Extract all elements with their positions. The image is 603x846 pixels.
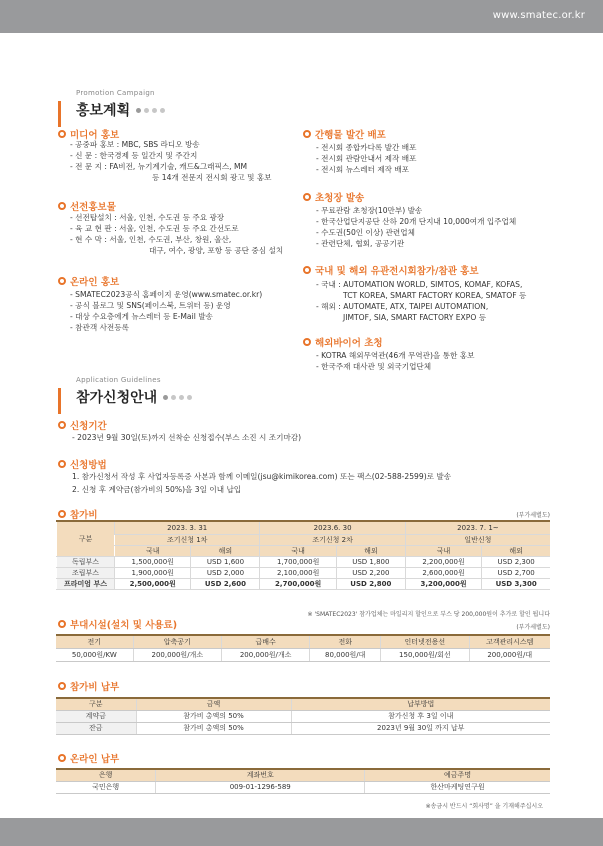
outdoor-heading: 선전홍보물 [58,199,116,213]
table-cell: USD 1,800 [336,556,405,567]
table-cell: 참가비 총액의 50% [136,722,291,734]
online-line-3: - 대상 수요층에게 뉴스레터 등 E-Mail 발송 [70,312,213,321]
circle-bullet-icon [303,338,311,346]
section-title: 참가신청안내 [76,390,158,406]
circle-bullet-icon [303,266,311,274]
table-cell: 200,000원/개소 [221,648,309,661]
table-header: 인터넷전용선 [381,635,469,648]
fee-footnote: ※ 'SMATEC2023' 참가업체는 마일리지 할인으로 부스 당 200,000원이 추가로 할인 됩니다 [307,611,550,618]
circle-bullet-icon [58,620,66,628]
table-cell: 200,000원/대 [469,648,550,661]
table-cell: 2,500,000원 [115,578,191,589]
table-row [56,781,550,793]
account-number: 009-01-1296-589 [156,781,365,793]
buyer-line-1: - KOTRA 해외무역관(46개 무역관)을 통한 홍보 [316,351,475,360]
media-line-4: 등 14개 전문지 전시회 광고 및 홍보 [152,173,272,182]
table-row [57,556,551,567]
accent-line [58,388,61,414]
online-heading: 온라인 홍보 [58,274,119,288]
table-cell: 2,600,000원 [405,567,481,578]
table-header: 전기 [56,635,133,648]
table-header: 구분 [56,698,136,710]
sub-header: 국내 [115,545,191,556]
sub-header: 해외 [191,545,260,556]
outdoor-line-4: 대구, 여수, 광양, 포항 등 공단 중심 설치 [149,246,284,255]
bank-name: 국민은행 [56,781,156,793]
account-holder: 한산마케팅연구원 [365,781,550,793]
payment-table [56,697,550,735]
section-eng-title: Application Guidelines [76,376,161,384]
sub-header: 해외 [336,545,405,556]
table-cell: USD 2,000 [191,567,260,578]
circle-bullet-icon [58,460,66,468]
fee-table [56,520,550,590]
fee-heading: 참가비 [58,507,98,521]
table-cell: USD 1,600 [191,556,260,567]
print-line-1: - 전시회 종합카다록 발간 배포 [316,143,417,152]
online-line-4: - 참관객 사전등록 [70,323,129,332]
table-row [56,648,550,661]
table-header: 계좌번호 [156,769,365,781]
period-3-name: 일반신청 [405,534,550,545]
table-cell: USD 2,200 [336,567,405,578]
period-2-name: 조기신청 2차 [260,534,405,545]
invite-line-2: - 한국산업단지공단 산하 20개 단지내 10,000여개 입주업체 [316,217,517,226]
guide-header [76,376,192,407]
outdoor-line-3: - 현 수 막 : 서울, 인천, 수도권, 부산, 창원, 울산, [70,235,232,244]
table-header: 전화 [310,635,381,648]
print-heading: 간행물 발간 배포 [303,127,386,141]
partner-heading: 국내 및 해외 유관전시회참가/참관 홍보 [303,263,479,277]
table-cell: 1,700,000원 [260,556,336,567]
bottom-bar [0,818,603,846]
fee-vat-note: (부가세별도) [516,512,550,519]
table-cell: 2,200,000원 [405,556,481,567]
table-cell: USD 2,800 [336,578,405,589]
media-heading: 미디어 홍보 [58,127,119,141]
table-cell: 50,000원/KW [56,648,133,661]
account-table [56,768,550,794]
circle-bullet-icon [58,754,66,762]
partner-line-4: JIMTOF, SIA, SMART FACTORY EXPO 등 [343,313,487,322]
row-label: 계약금 [56,710,136,722]
print-line-3: - 전시회 뉴스레터 제작 배포 [316,165,410,174]
print-line-2: - 전시회 관람안내서 제작 배포 [316,154,417,163]
site-url[interactable]: www.smatec.or.kr [492,10,585,21]
period-text: - 2023년 9월 30일(토)까지 선착순 신청접수(부스 소진 시 조기마감) [72,433,302,442]
circle-bullet-icon [303,130,311,138]
invite-line-4: - 관련단체, 협회, 공공기관 [316,239,405,248]
subsidiary-table [56,634,550,662]
online-line-1: - SMATEC2023공식 홈페이지 운영(www.smatec.or.kr) [70,290,263,299]
partner-line-2: TCT KOREA, SMART FACTORY KOREA, SMATOF 등 [343,291,527,300]
period-3-date: 2023. 7. 1~ [405,521,550,534]
fee-col-label: 구분 [57,521,115,556]
section-title: 홍보계획 [76,103,131,119]
sub-header: 국내 [260,545,336,556]
subsidiary-vat-note: (부가세별도) [516,624,550,631]
table-header: 은행 [56,769,156,781]
table-cell: 3,200,000원 [405,578,481,589]
circle-bullet-icon [58,421,66,429]
table-cell: 참가비 총액의 50% [136,710,291,722]
invite-line-1: - 무료관람 초청장(10만부) 발송 [316,206,423,215]
table-cell: 150,000원/회선 [381,648,469,661]
row-label: 조립부스 [57,567,115,578]
section-eng-title: Promotion Campaign [76,89,155,97]
outdoor-line-2: - 육 교 현 판 : 서울, 인천, 수도권 등 주요 간선도로 [70,224,239,233]
table-cell: 1,900,000원 [115,567,191,578]
circle-bullet-icon [58,202,66,210]
circle-bullet-icon [58,277,66,285]
partner-line-1: - 국내 : AUTOMATION WORLD, SIMTOS, KOMAF, KOFAS, [316,280,523,289]
circle-bullet-icon [303,193,311,201]
table-cell: 200,000원/개소 [133,648,221,661]
table-row [56,722,550,734]
media-line-1: - 공중파 홍보 : MBC, SBS 라디오 방송 [70,140,200,149]
table-cell: 2,100,000원 [260,567,336,578]
period-2-date: 2023.6. 30 [260,521,405,534]
table-cell: 2,700,000원 [260,578,336,589]
table-header: 예금주명 [365,769,550,781]
period-heading: 신청기간 [58,418,107,432]
account-note: ※송금시 반드시 “회사명” 을 기재해주십시오 [425,803,543,810]
circle-bullet-icon [58,682,66,690]
method-line-2: 2. 신청 후 계약금(참가비의 50%)을 3일 이내 납입 [72,485,242,494]
subsidiary-heading: 부대시설(설치 및 사용료) [58,617,177,631]
outdoor-line-1: - 선전탑설치 : 서울, 인천, 수도권 등 주요 광장 [70,213,225,222]
media-line-2: - 신 문 : 한국경제 등 일간지 및 주간지 [70,151,198,160]
method-heading: 신청방법 [58,457,107,471]
row-label: 독립부스 [57,556,115,567]
dots-decoration [163,395,192,400]
invite-line-3: - 수도권(50인 이상) 관련업체 [316,228,415,237]
period-1-name: 조기신청 1차 [115,534,260,545]
table-cell: USD 2,300 [482,556,550,567]
online-line-2: - 공식 블로그 및 SNS(페이스북, 트위터 등) 운영 [70,301,231,310]
table-cell: 참가신청 후 3일 이내 [291,710,550,722]
account-heading: 온라인 납부 [58,751,119,765]
invite-heading: 초청장 발송 [303,190,364,204]
table-cell: USD 2,600 [191,578,260,589]
table-cell: USD 3,300 [482,578,550,589]
accent-line [58,101,61,127]
table-row [56,710,550,722]
buyer-heading: 해외바이어 초청 [303,335,383,349]
row-label: 프라미엄 부스 [57,578,115,589]
table-cell: 1,500,000원 [115,556,191,567]
table-header: 납부방법 [291,698,550,710]
dots-decoration [136,108,165,113]
table-cell: USD 2,700 [482,567,550,578]
partner-line-3: - 해외 : AUTOMATE, ATX, TAIPEI AUTOMATION, [316,302,489,311]
table-row [57,578,551,589]
payment-heading: 참가비 납부 [58,679,119,693]
table-header: 금액 [136,698,291,710]
table-cell: 80,000원/대 [310,648,381,661]
row-label: 잔금 [56,722,136,734]
buyer-line-2: - 한국주재 대사관 및 외국기업단체 [316,362,432,371]
table-header: 압축공기 [133,635,221,648]
media-line-3: - 전 문 지 : FA비전, 뉴기계기술, 캐드&그래픽스, MM [70,162,248,171]
sub-header: 해외 [482,545,550,556]
method-line-1: 1. 참가신청서 작성 후 사업자등록증 사본과 함께 이메일(jsu@kimikorea.com) 또는 팩스(02-588-2599)로 발송 [72,472,452,481]
circle-bullet-icon [58,510,66,518]
table-row [57,567,551,578]
table-cell: 2023년 9월 30일 까지 납부 [291,722,550,734]
period-1-date: 2023. 3. 31 [115,521,260,534]
sub-header: 국내 [405,545,481,556]
table-header: 고객관리시스템 [469,635,550,648]
top-bar [0,0,603,33]
table-header: 급배수 [221,635,309,648]
promotion-header [76,89,165,120]
circle-bullet-icon [58,130,66,138]
